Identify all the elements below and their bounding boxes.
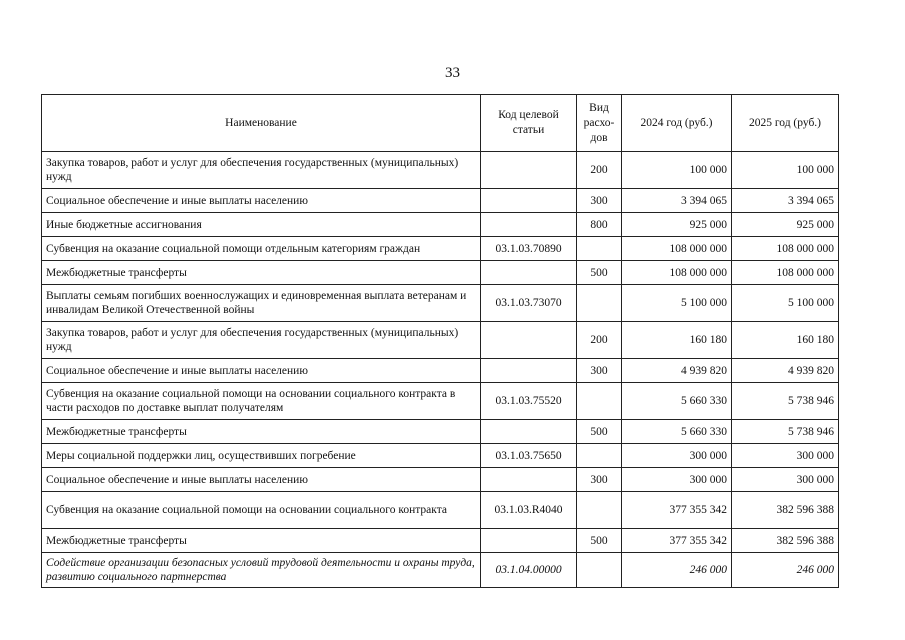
row-type	[577, 237, 622, 261]
row-amount-2025: 108 000 000	[732, 237, 839, 261]
row-amount-2025: 382 596 388	[732, 492, 839, 529]
row-code	[481, 359, 577, 383]
table-header-row	[42, 95, 839, 152]
row-code	[481, 152, 577, 189]
row-amount-2025: 4 939 820	[732, 359, 839, 383]
table-row	[42, 420, 839, 444]
row-type: 500	[577, 420, 622, 444]
row-amount-2025: 5 738 946	[732, 420, 839, 444]
row-code: 03.1.03.73070	[481, 285, 577, 322]
row-amount-2025: 5 738 946	[732, 383, 839, 420]
row-amount-2024: 4 939 820	[622, 359, 732, 383]
row-amount-2025: 100 000	[732, 152, 839, 189]
row-type: 500	[577, 529, 622, 553]
row-code: 03.1.04.00000	[481, 553, 577, 588]
row-code	[481, 529, 577, 553]
row-name: Иные бюджетные ассигнования	[42, 213, 481, 237]
row-amount-2025: 246 000	[732, 553, 839, 588]
table-row	[42, 261, 839, 285]
table-row	[42, 383, 839, 420]
row-amount-2025: 108 000 000	[732, 261, 839, 285]
row-type	[577, 492, 622, 529]
row-type	[577, 383, 622, 420]
row-code: 03.1.03.R4040	[481, 492, 577, 529]
row-name: Закупка товаров, работ и услуг для обеспечения государственных (муниципальных) нужд	[42, 152, 481, 189]
header-2024: 2024 год (руб.)	[622, 95, 732, 152]
table-row	[42, 152, 839, 189]
row-name: Социальное обеспечение и иные выплаты населению	[42, 359, 481, 383]
row-code	[481, 213, 577, 237]
row-amount-2025: 382 596 388	[732, 529, 839, 553]
row-amount-2024: 300 000	[622, 468, 732, 492]
row-code	[481, 261, 577, 285]
row-name: Меры социальной поддержки лиц, осуществивших погребение	[42, 444, 481, 468]
table-row	[42, 237, 839, 261]
row-type: 300	[577, 468, 622, 492]
row-amount-2024: 5 660 330	[622, 420, 732, 444]
table-row	[42, 285, 839, 322]
row-amount-2024: 246 000	[622, 553, 732, 588]
table-row	[42, 359, 839, 383]
table-row	[42, 213, 839, 237]
row-name: Содействие организации безопасных условий трудовой деятельности и охраны труда, развитию социального партнерства	[42, 553, 481, 588]
row-type: 200	[577, 152, 622, 189]
row-type	[577, 444, 622, 468]
row-amount-2024: 108 000 000	[622, 261, 732, 285]
row-amount-2024: 3 394 065	[622, 189, 732, 213]
row-type	[577, 285, 622, 322]
table-row	[42, 322, 839, 359]
row-amount-2024: 100 000	[622, 152, 732, 189]
header-code: Код целевой статьи	[481, 95, 577, 152]
row-name: Субвенция на оказание социальной помощи на основании социального контракта	[42, 492, 481, 529]
row-amount-2024: 377 355 342	[622, 492, 732, 529]
row-name: Межбюджетные трансферты	[42, 261, 481, 285]
row-type: 500	[577, 261, 622, 285]
table-row	[42, 468, 839, 492]
row-type: 800	[577, 213, 622, 237]
row-code	[481, 468, 577, 492]
table-row	[42, 529, 839, 553]
row-name: Субвенция на оказание социальной помощи отдельным категориям граждан	[42, 237, 481, 261]
row-amount-2025: 5 100 000	[732, 285, 839, 322]
row-amount-2024: 108 000 000	[622, 237, 732, 261]
row-amount-2025: 3 394 065	[732, 189, 839, 213]
row-code	[481, 189, 577, 213]
row-amount-2025: 300 000	[732, 468, 839, 492]
row-amount-2024: 5 100 000	[622, 285, 732, 322]
row-name: Межбюджетные трансферты	[42, 529, 481, 553]
row-name: Социальное обеспечение и иные выплаты населению	[42, 189, 481, 213]
table-row	[42, 492, 839, 529]
row-code: 03.1.03.70890	[481, 237, 577, 261]
header-name: Наименование	[42, 95, 481, 152]
row-type: 300	[577, 189, 622, 213]
row-amount-2024: 5 660 330	[622, 383, 732, 420]
row-amount-2024: 300 000	[622, 444, 732, 468]
row-type	[577, 553, 622, 588]
page-number: 33	[445, 65, 460, 81]
header-type: Вид расхо-дов	[577, 95, 622, 152]
row-name: Закупка товаров, работ и услуг для обеспечения государственных (муниципальных) нужд	[42, 322, 481, 359]
row-amount-2024: 160 180	[622, 322, 732, 359]
row-type: 200	[577, 322, 622, 359]
row-type: 300	[577, 359, 622, 383]
table-row	[42, 553, 839, 588]
header-2025: 2025 год (руб.)	[732, 95, 839, 152]
budget-table	[41, 94, 839, 588]
row-name: Субвенция на оказание социальной помощи на основании социального контракта в части расходов по доставке выплат получателям	[42, 383, 481, 420]
table-row	[42, 189, 839, 213]
row-amount-2025: 300 000	[732, 444, 839, 468]
row-code: 03.1.03.75650	[481, 444, 577, 468]
row-amount-2024: 377 355 342	[622, 529, 732, 553]
row-name: Межбюджетные трансферты	[42, 420, 481, 444]
row-amount-2025: 925 000	[732, 213, 839, 237]
row-name: Выплаты семьям погибших военнослужащих и единовременная выплата ветеранам и инвалидам Великой Отечественной войны	[42, 285, 481, 322]
row-amount-2024: 925 000	[622, 213, 732, 237]
table-row	[42, 444, 839, 468]
row-name: Социальное обеспечение и иные выплаты населению	[42, 468, 481, 492]
row-code: 03.1.03.75520	[481, 383, 577, 420]
row-amount-2025: 160 180	[732, 322, 839, 359]
row-code	[481, 420, 577, 444]
row-code	[481, 322, 577, 359]
